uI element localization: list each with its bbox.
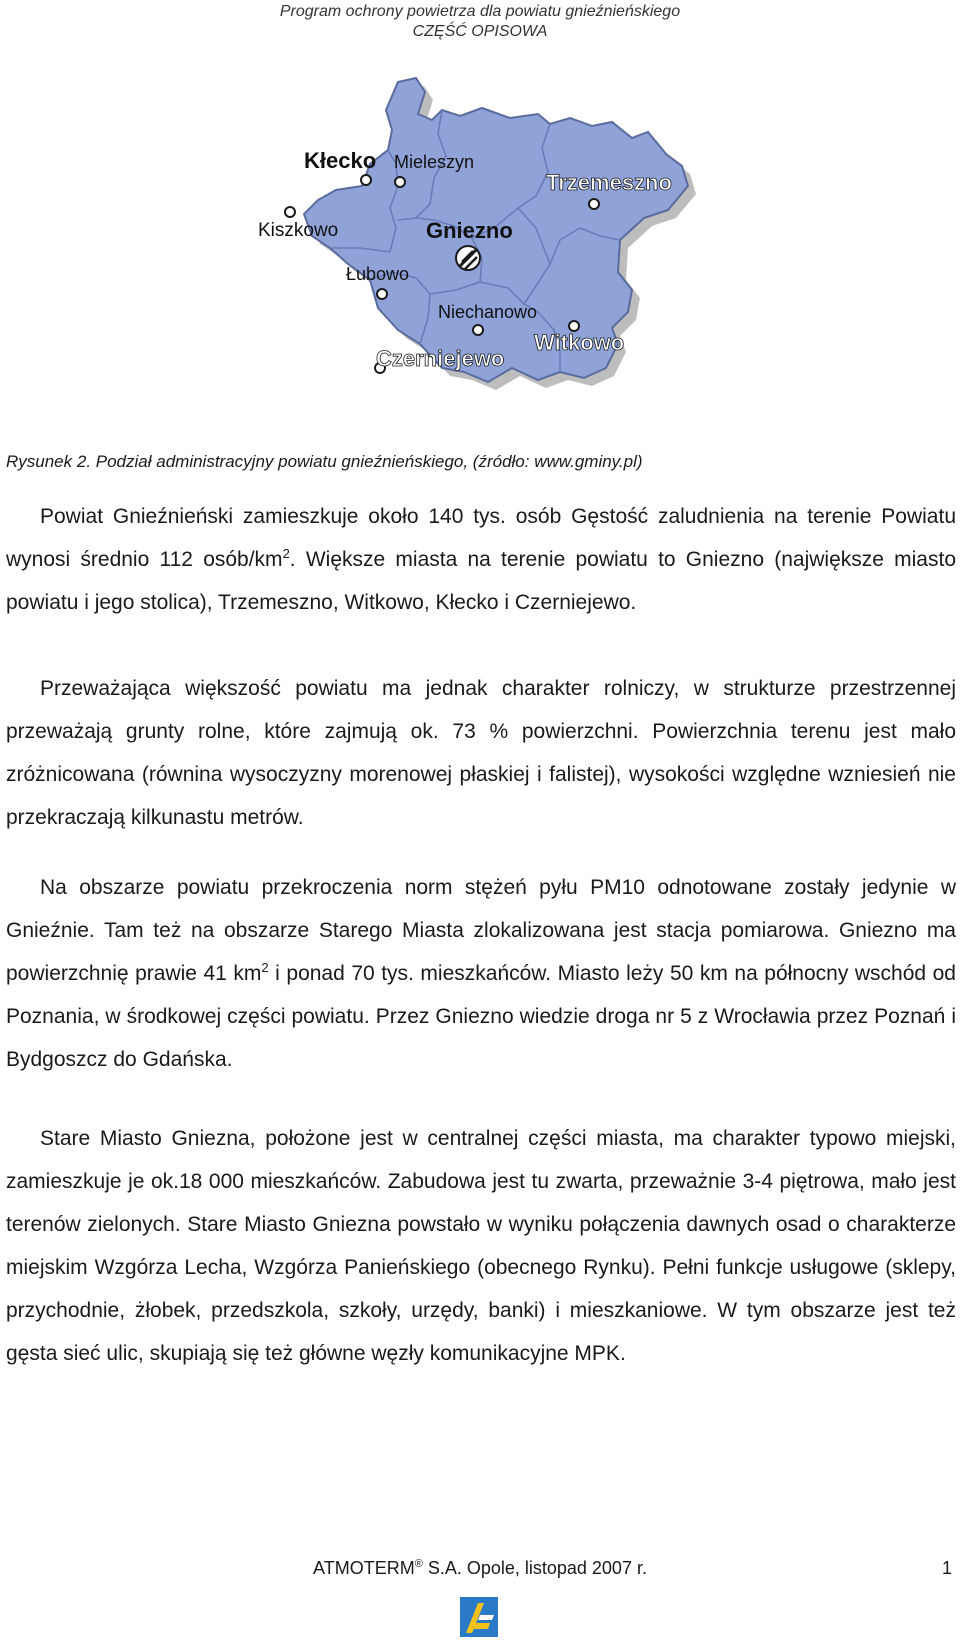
marker-kiszkowo [285,207,295,217]
label-kiszkowo: Kiszkowo [258,220,339,241]
paragraph-population [6,495,956,624]
paragraph-land-use [6,667,956,839]
marker-mieleszyn [395,177,405,187]
marker-trzemeszno [589,199,599,209]
atmoterm-logo-icon [460,1597,498,1637]
marker-lubowo [377,289,387,299]
county-map [220,68,740,428]
label-witkowo: Witkowo [534,330,625,355]
label-mieleszyn: Mieleszyn [394,152,475,172]
header-title: Program ochrony powietrza dla powiatu gnieźnieńskiego [279,3,681,20]
paragraph-old-town [6,1117,956,1375]
paragraph-population-text-b: . Większe miasta na terenie powiatu to Gniezno (największe miasto powiatu i jego stolica), Trzemeszno, Witkowo, Kłecko i Czerniejewo. [6,548,956,614]
page-number: 1 [941,1558,952,1578]
county-map-svg [220,68,740,428]
label-lubowo: Łubowo [346,264,410,284]
label-trzemeszno: Trzemeszno [546,170,672,195]
marker-klecko [361,175,371,185]
paragraph-pm10-text-b: i ponad 70 tys. mieszkańców. Miasto leży 50 km na północny wschód od Poznania, w środkowej części powiatu. Przez Gniezno wiedzie droga nr 5 z Wrocławia przez Poznań i Bydgoszcz do Gdańska. [6,962,956,1071]
marker-niechanowo [473,325,483,335]
footer-company-name: ATMOTERM [313,1558,415,1578]
footer-company-rest: S.A. Opole, listopad 2007 r. [422,1558,647,1578]
paragraph-old-town-text: Stare Miasto Gniezna, położone jest w centralnej części miasta, ma charakter typowo miejski, zamieszkuje je ok.18 000 mieszkańców. Zabudowa jest tu zwarta, przeważnie 3-4 piętrowa, mało jest terenów zielonych. Stare Miasto Gniezna powstało w wyniku połączenia dawnych osad o charakterze miejskim Wzgórza Lecha, Wzgórza Panieńskiego (obecnego Rynku). Pełni funkcje usługowe (sklepy, przychodnie, żłobek, przedszkola, szkoły, urzędy, banki) i mieszkaniowe. W tym obszarze jest też gęsta sieć ulic, skupiają się też główne węzły komunikacyjne MPK. [6,1127,956,1365]
figure-caption: Rysunek 2. Podział administracyjny powiatu gnieźnieńskiego, (źródło: www.gminy.pl) [6,452,643,471]
footer-registered-mark: ® [414,1558,423,1570]
page-header [0,2,960,42]
superscript-km2-gniezno: 2 [261,960,269,975]
gniezno-city-marker [456,246,480,270]
paragraph-pm10-text-a: Na obszarze powiatu przekroczenia norm stężeń pyłu PM10 odnotowane zostały jedynie w Gnieźnie. Tam też na obszarze Starego Miasta zlokalizowana jest stacja pomiarowa. Gniezno ma powierzchnię prawie 41 km [6,876,956,985]
footer-company [0,1558,960,1579]
label-niechanowo: Niechanowo [438,302,538,322]
paragraph-land-use-text: Przeważająca większość powiatu ma jednak charakter rolniczy, w strukturze przestrzennej przeważają grunty rolne, które zajmują ok. 73 % powierzchni. Powierzchnia terenu jest mało zróżnicowana (równina wysoczyzny morenowej płaskiej i falistej), wysokości względne wzniesień nie przekraczają kilkunastu metrów. [6,677,956,829]
paragraph-pm10 [6,866,956,1081]
label-klecko: Kłecko [304,148,377,173]
label-gniezno: Gniezno [426,218,513,243]
superscript-km2: 2 [282,546,290,561]
header-subtitle: CZĘŚĆ OPISOWA [412,23,548,40]
label-czerniejewo: Czerniejewo [376,346,505,371]
paragraph-population-text-a: Powiat Gnieźnieński zamieszkuje około 140 tys. osób Gęstość zaludnienia na terenie Powiatu wynosi średnio 112 osób/km [6,505,956,571]
